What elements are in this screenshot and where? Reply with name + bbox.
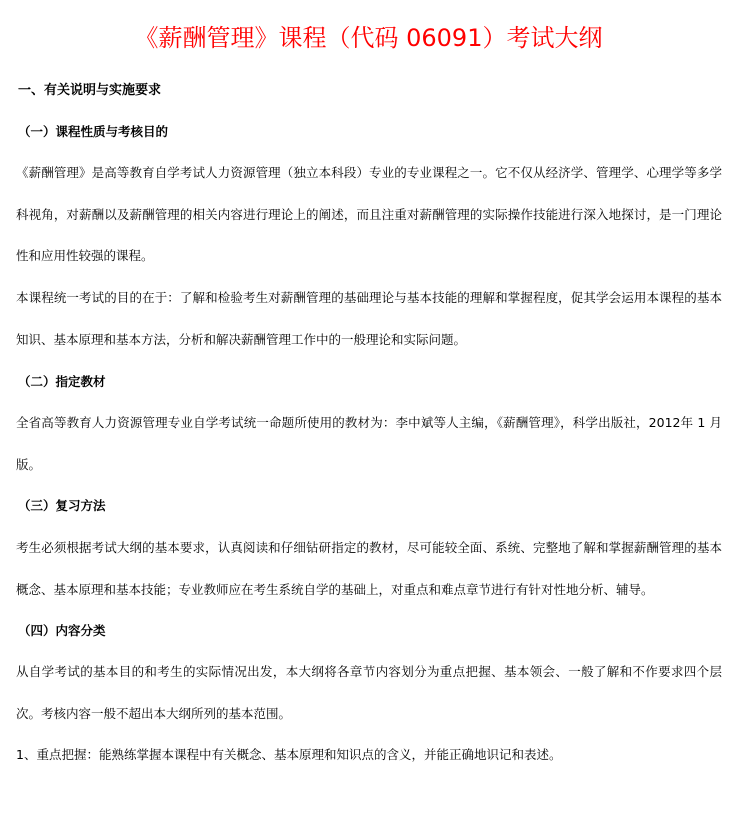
section-heading-instructions: 一、有关说明与实施要求 [18,83,162,98]
subsection-heading-course-nature: （一）课程性质与考核目的 [18,124,169,139]
list-item-key-mastery: 1、重点把握：能熟练掌握本课程中有关概念、基本原理和知识点的含义，并能正确地识记和表述。 [16,747,562,762]
document-title: 《薪酬管理》课程（代码 06091）考试大纲 [134,24,603,52]
paragraph-course-nature: 《薪酬管理》是高等教育自学考试人力资源管理（独立本科段）专业的专业课程之一。它不仅从经济学、管理学、心理学等多学科视角，对薪酬以及薪酬管理的相关内容进行理论上的阐述，而且注重对薪酬管理的实际操作技能进行深入地探讨，是一门理论性和应用性较强的课程。 [16,165,722,263]
paragraph-textbook: 全省高等教育人力资源管理专业自学考试统一命题所使用的教材为：李中斌等人主编，《薪酬管理》，科学出版社，2012年 1 月版。 [16,415,722,472]
subsection-heading-review-method: （三）复习方法 [18,498,106,513]
paragraph-review-method: 考生必须根据考试大纲的基本要求，认真阅读和仔细钻研指定的教材，尽可能较全面、系统、完整地了解和掌握薪酬管理的基本概念、基本原理和基本技能；专业教师应在考生系统自学的基础上，对重点和难点章节进行有针对性地分析、辅导。 [16,540,722,597]
subsection-heading-content-classification: （四）内容分类 [18,623,106,638]
subsection-heading-textbook: （二）指定教材 [18,374,106,389]
paragraph-exam-purpose: 本课程统一考试的目的在于：了解和检验考生对薪酬管理的基础理论与基本技能的理解和掌握程度，促其学会运用本课程的基本知识、基本原理和基本方法，分析和解决薪酬管理工作中的一般理论和实际问题。 [16,290,722,347]
paragraph-content-classification: 从自学考试的基本目的和考生的实际情况出发，本大纲将各章节内容划分为重点把握、基本领会、一般了解和不作要求四个层次。考核内容一般不超出本大纲所列的基本范围。 [16,664,722,721]
